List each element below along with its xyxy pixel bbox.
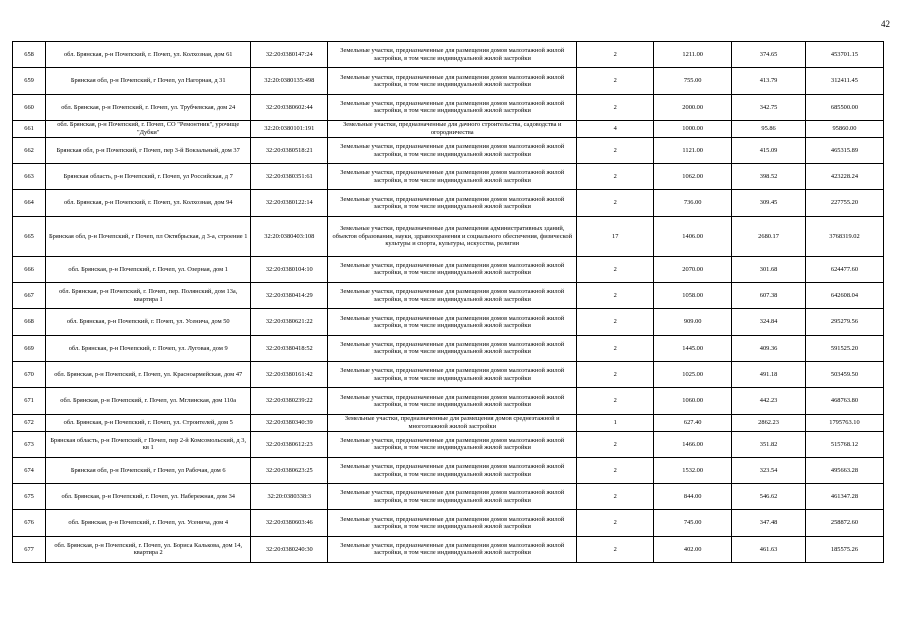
rate-cell: 309.45 (732, 190, 806, 216)
rate-cell: 301.68 (732, 256, 806, 282)
land-use-cell: Земельные участки, предназначенные для размещения домов малоэтажной жилой застройки, в том числе индивидуальной жилой застройки (328, 137, 577, 163)
area-cell: 1445.00 (654, 335, 732, 361)
area-cell: 2070.00 (654, 256, 732, 282)
row-number-cell: 664 (13, 190, 46, 216)
area-cell: 844.00 (654, 484, 732, 510)
row-number-cell: 676 (13, 510, 46, 536)
group-cell: 2 (577, 137, 654, 163)
area-cell: 755.00 (654, 68, 732, 94)
land-use-cell: Земельные участки, предназначенные для размещения домов малоэтажной жилой застройки, в том числе индивидуальной жилой застройки (328, 283, 577, 309)
table-body (13, 42, 884, 563)
rate-cell: 442.23 (732, 388, 806, 414)
group-cell: 2 (577, 484, 654, 510)
cadastral-number-cell: 32:20:0380338:3 (251, 484, 328, 510)
cadastral-number-cell: 32:20:0380623:25 (251, 457, 328, 483)
group-cell: 4 (577, 120, 654, 137)
cadastral-value-cell: 312411.45 (805, 68, 883, 94)
row-number-cell: 668 (13, 309, 46, 335)
cadastral-value-cell: 258872.60 (805, 510, 883, 536)
row-number-cell: 661 (13, 120, 46, 137)
row-number-cell: 663 (13, 164, 46, 190)
address-cell: обл. Брянская, р-н Почепский, г. Почеп, ул. Мглинская, дом 110а (46, 388, 251, 414)
area-cell: 736.00 (654, 190, 732, 216)
area-cell: 1058.00 (654, 283, 732, 309)
row-number-cell: 672 (13, 414, 46, 431)
row-number-cell: 677 (13, 536, 46, 562)
address-cell: Брянская обл, р-н Почепский, г Почеп, пер 3-й Вокзальный, дом 37 (46, 137, 251, 163)
cadastral-value-cell: 3768319.02 (805, 216, 883, 256)
address-cell: обл. Брянская, р-н Почепский, г. Почеп, ул. Трубчевская, дом 24 (46, 94, 251, 120)
cadastral-value-cell: 95860.00 (805, 120, 883, 137)
land-use-cell: Земельные участки, предназначенные для размещения домов малоэтажной жилой застройки, в том числе индивидуальной жилой застройки (328, 536, 577, 562)
cadastral-value-cell: 624477.60 (805, 256, 883, 282)
address-cell: обл. Брянская, р-н Почепский, г. Почеп, ул. Красноармейская, дом 47 (46, 361, 251, 387)
land-registry-table (12, 41, 884, 563)
area-cell: 2000.00 (654, 94, 732, 120)
cadastral-value-cell: 461347.28 (805, 484, 883, 510)
cadastral-value-cell: 185575.26 (805, 536, 883, 562)
land-use-cell: Земельные участки, предназначенные для размещения домов малоэтажной жилой застройки, в том числе индивидуальной жилой застройки (328, 457, 577, 483)
table-row (13, 361, 884, 387)
cadastral-number-cell: 32:20:0380340:39 (251, 414, 328, 431)
rate-cell: 461.63 (732, 536, 806, 562)
land-use-cell: Земельные участки, предназначенные для размещения домов малоэтажной жилой застройки, в том числе индивидуальной жилой застройки (328, 431, 577, 457)
cadastral-number-cell: 32:20:0380403:108 (251, 216, 328, 256)
address-cell: Брянская обл, р-н Почепский, г Почеп, ул Рабочая, дом 6 (46, 457, 251, 483)
cadastral-number-cell: 32:20:0380612:23 (251, 431, 328, 457)
land-use-cell: Земельные участки, предназначенные для размещения домов малоэтажной жилой застройки, в том числе индивидуальной жилой застройки (328, 510, 577, 536)
row-number-cell: 660 (13, 94, 46, 120)
group-cell: 2 (577, 42, 654, 68)
area-cell: 402.00 (654, 536, 732, 562)
table-row (13, 216, 884, 256)
address-cell: обл. Брянская, р-н Почепский, г. Почеп, ул. Озерная, дом 1 (46, 256, 251, 282)
row-number-cell: 662 (13, 137, 46, 163)
cadastral-number-cell: 32:20:0380161:42 (251, 361, 328, 387)
land-use-cell: Земельные участки, предназначенные для размещения домов малоэтажной жилой застройки, в том числе индивидуальной жилой застройки (328, 94, 577, 120)
address-cell: обл. Брянская, р-н Почепский, г. Почеп, СО "Ремонтник", урочище "Дубки" (46, 120, 251, 137)
cadastral-value-cell: 423228.24 (805, 164, 883, 190)
rate-cell: 342.75 (732, 94, 806, 120)
table-row (13, 335, 884, 361)
table-row (13, 414, 884, 431)
table-row (13, 42, 884, 68)
cadastral-number-cell: 32:20:0380418:52 (251, 335, 328, 361)
land-use-cell: Земельные участки, предназначенные для размещения домов малоэтажной жилой застройки, в том числе индивидуальной жилой застройки (328, 484, 577, 510)
rate-cell: 347.48 (732, 510, 806, 536)
area-cell: 1062.00 (654, 164, 732, 190)
group-cell: 2 (577, 457, 654, 483)
group-cell: 2 (577, 164, 654, 190)
area-cell: 1211.00 (654, 42, 732, 68)
cadastral-value-cell: 685500.00 (805, 94, 883, 120)
rate-cell: 2862.23 (732, 414, 806, 431)
group-cell: 2 (577, 335, 654, 361)
cadastral-number-cell: 32:20:0380414:29 (251, 283, 328, 309)
cadastral-value-cell: 642608.04 (805, 283, 883, 309)
group-cell: 1 (577, 414, 654, 431)
rate-cell: 607.38 (732, 283, 806, 309)
group-cell: 2 (577, 388, 654, 414)
area-cell: 1060.00 (654, 388, 732, 414)
group-cell: 17 (577, 216, 654, 256)
cadastral-number-cell: 32:20:0380602:44 (251, 94, 328, 120)
address-cell: Брянская область, р-н Почепский, г Почеп, пер 2-й Комсомольский, д 3, кв 1 (46, 431, 251, 457)
land-use-cell: Земельные участки, предназначенные для размещения домов малоэтажной жилой застройки, в том числе индивидуальной жилой застройки (328, 164, 577, 190)
land-use-cell: Земельные участки, предназначенные для размещения домов малоэтажной жилой застройки, в том числе индивидуальной жилой застройки (328, 388, 577, 414)
address-cell: обл. Брянская, р-н Почепский, г. Почеп, ул. Колхозная, дом 61 (46, 42, 251, 68)
group-cell: 2 (577, 94, 654, 120)
group-cell: 2 (577, 431, 654, 457)
area-cell: 1466.00 (654, 431, 732, 457)
cadastral-number-cell: 32:20:0380239:22 (251, 388, 328, 414)
table-row (13, 536, 884, 562)
area-cell: 1532.00 (654, 457, 732, 483)
rate-cell: 351.82 (732, 431, 806, 457)
table-row (13, 388, 884, 414)
row-number-cell: 670 (13, 361, 46, 387)
address-cell: обл. Брянская, р-н Почепский, г. Почеп, ул. Колхозная, дом 94 (46, 190, 251, 216)
group-cell: 2 (577, 309, 654, 335)
address-cell: обл. Брянская, р-н Почепский, г. Почеп, ул. Набережная, дом 34 (46, 484, 251, 510)
group-cell: 2 (577, 510, 654, 536)
group-cell: 2 (577, 68, 654, 94)
address-cell: Брянская область, р-н Почепский, г. Почеп, ул Российская, д 7 (46, 164, 251, 190)
group-cell: 2 (577, 536, 654, 562)
cadastral-value-cell: 591525.20 (805, 335, 883, 361)
area-cell: 1025.00 (654, 361, 732, 387)
land-use-cell: Земельные участки, предназначенные для размещения домов малоэтажной жилой застройки, в том числе индивидуальной жилой застройки (328, 361, 577, 387)
land-use-cell: Земельные участки, предназначенные для размещения домов малоэтажной жилой застройки, в том числе индивидуальной жилой застройки (328, 309, 577, 335)
rate-cell: 415.09 (732, 137, 806, 163)
table-row (13, 164, 884, 190)
table-row (13, 94, 884, 120)
area-cell: 1121.00 (654, 137, 732, 163)
cadastral-value-cell: 503459.50 (805, 361, 883, 387)
address-cell: обл. Брянская, р-н Почепский, г. Почеп, пер. Полянский, дом 13а, квартира 1 (46, 283, 251, 309)
rate-cell: 374.65 (732, 42, 806, 68)
address-cell: Брянская обл, р-н Почепский, г Почеп, ул Нагорная, д 31 (46, 68, 251, 94)
row-number-cell: 666 (13, 256, 46, 282)
land-use-cell: Земельные участки, предназначенные для размещения административных зданий, объектов образования, науки, здравоохранения и социального обеспечения, физической культуры и спорта, культуры, искусства, религии (328, 216, 577, 256)
row-number-cell: 665 (13, 216, 46, 256)
group-cell: 2 (577, 283, 654, 309)
row-number-cell: 659 (13, 68, 46, 94)
cadastral-number-cell: 32:20:0380135:498 (251, 68, 328, 94)
cadastral-number-cell: 32:20:0380122:14 (251, 190, 328, 216)
page-number: 42 (881, 19, 890, 29)
address-cell: обл. Брянская, р-н Почепский, г. Почеп, ул. Бориса Калькова, дом 14, квартира 2 (46, 536, 251, 562)
rate-cell: 324.84 (732, 309, 806, 335)
row-number-cell: 667 (13, 283, 46, 309)
cadastral-value-cell: 465315.89 (805, 137, 883, 163)
row-number-cell: 658 (13, 42, 46, 68)
address-cell: обл. Брянская, р-н Почепский, г. Почеп, ул. Строителей, дом 5 (46, 414, 251, 431)
address-cell: Брянская обл, р-н Почепский, г Почеп, пл Октябрьская, д 3-а, строение 1 (46, 216, 251, 256)
land-use-cell: Земельные участки, предназначенные для размещения домов малоэтажной жилой застройки, в том числе индивидуальной жилой застройки (328, 335, 577, 361)
group-cell: 2 (577, 361, 654, 387)
table-row (13, 457, 884, 483)
land-use-cell: Земельные участки, предназначенные для размещения домов малоэтажной жилой застройки, в том числе индивидуальной жилой застройки (328, 190, 577, 216)
area-cell: 1000.00 (654, 120, 732, 137)
cadastral-number-cell: 32:20:0380240:30 (251, 536, 328, 562)
address-cell: обл. Брянская, р-н Почепский, г. Почеп, ул. Луговая, дом 9 (46, 335, 251, 361)
land-use-cell: Земельные участки, предназначенные для дачного строительства, садоводства и огородничества (328, 120, 577, 137)
table-row (13, 256, 884, 282)
rate-cell: 323.54 (732, 457, 806, 483)
table-row (13, 120, 884, 137)
table-row (13, 283, 884, 309)
row-number-cell: 675 (13, 484, 46, 510)
address-cell: обл. Брянская, р-н Почепский, г. Почеп, ул. Усенича, дом 50 (46, 309, 251, 335)
area-cell: 909.00 (654, 309, 732, 335)
group-cell: 2 (577, 190, 654, 216)
table-row (13, 510, 884, 536)
cadastral-number-cell: 32:20:0380147:24 (251, 42, 328, 68)
table-row (13, 309, 884, 335)
rate-cell: 409.36 (732, 335, 806, 361)
address-cell: обл. Брянская, р-н Почепский, г. Почеп, ул. Усенича, дом 4 (46, 510, 251, 536)
area-cell: 627.40 (654, 414, 732, 431)
cadastral-number-cell: 32:20:0380351:61 (251, 164, 328, 190)
cadastral-value-cell: 515768.12 (805, 431, 883, 457)
row-number-cell: 671 (13, 388, 46, 414)
rate-cell: 2680.17 (732, 216, 806, 256)
rate-cell: 491.18 (732, 361, 806, 387)
cadastral-value-cell: 495663.28 (805, 457, 883, 483)
table-row (13, 190, 884, 216)
rate-cell: 546.62 (732, 484, 806, 510)
row-number-cell: 669 (13, 335, 46, 361)
cadastral-value-cell: 295279.56 (805, 309, 883, 335)
cadastral-number-cell: 32:20:0380621:22 (251, 309, 328, 335)
table-row (13, 431, 884, 457)
area-cell: 745.00 (654, 510, 732, 536)
cadastral-number-cell: 32:20:0380104:10 (251, 256, 328, 282)
land-use-cell: Земельные участки, предназначенные для размещения домов малоэтажной жилой застройки, в том числе индивидуальной жилой застройки (328, 42, 577, 68)
cadastral-value-cell: 1795763.10 (805, 414, 883, 431)
table-row (13, 137, 884, 163)
row-number-cell: 673 (13, 431, 46, 457)
cadastral-value-cell: 468763.80 (805, 388, 883, 414)
rate-cell: 398.52 (732, 164, 806, 190)
land-use-cell: Земельные участки, предназначенные для размещения домов малоэтажной жилой застройки, в том числе индивидуальной жилой застройки (328, 256, 577, 282)
cadastral-number-cell: 32:20:0380518:21 (251, 137, 328, 163)
cadastral-value-cell: 227755.20 (805, 190, 883, 216)
cadastral-value-cell: 453701.15 (805, 42, 883, 68)
table-row (13, 484, 884, 510)
cadastral-number-cell: 32:20:0380603:46 (251, 510, 328, 536)
table-row (13, 68, 884, 94)
land-use-cell: Земельные участки, предназначенные для размещения домов среднеэтажной и многоэтажной жилой застройки (328, 414, 577, 431)
row-number-cell: 674 (13, 457, 46, 483)
area-cell: 1406.00 (654, 216, 732, 256)
rate-cell: 95.86 (732, 120, 806, 137)
group-cell: 2 (577, 256, 654, 282)
land-use-cell: Земельные участки, предназначенные для размещения домов малоэтажной жилой застройки, в том числе индивидуальной жилой застройки (328, 68, 577, 94)
cadastral-number-cell: 32:20:0380101:191 (251, 120, 328, 137)
rate-cell: 413.79 (732, 68, 806, 94)
